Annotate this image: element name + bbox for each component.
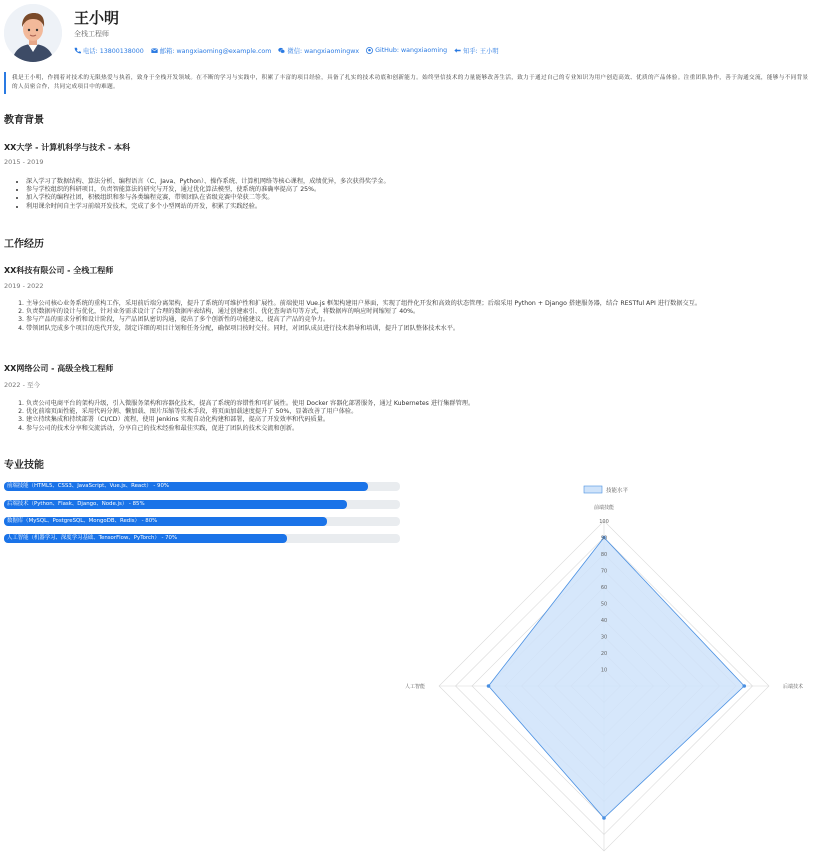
radar-data-point xyxy=(487,684,491,688)
job-period: 2022 - 至今 xyxy=(4,381,41,389)
list-item: • 加入学校的编程社团，积极组织和参与各类编程竞赛，带领团队在省级竞赛中荣获二等奖。 xyxy=(26,194,814,202)
skill-bar-track xyxy=(4,500,400,509)
contact-wechat[interactable] xyxy=(278,46,359,55)
radar-tick-label: 20 xyxy=(600,651,608,657)
avatar xyxy=(4,4,62,62)
radar-tick-label: 30 xyxy=(600,634,608,641)
profile-header xyxy=(4,4,818,62)
radar-legend-swatch xyxy=(584,486,602,493)
radar-data-point xyxy=(602,816,606,820)
radar-tick-label: 90 xyxy=(600,535,608,542)
skill-bar-track xyxy=(4,482,400,491)
zhihu-icon xyxy=(454,47,461,54)
contact-zhihu-text: 知乎: 王小明 xyxy=(463,48,499,55)
job-title: XX网络公司 - 高级全栈工程师 xyxy=(4,364,114,373)
contact-wechat-text: 微信: wangxiaomingwx xyxy=(287,48,360,55)
contact-phone-text: 电话: 13800138000 xyxy=(83,48,144,55)
radar-legend-label: 技能水平 xyxy=(606,488,629,494)
job-title: XX科技有限公司 - 全栈工程师 xyxy=(4,266,114,275)
contact-github[interactable] xyxy=(366,46,447,55)
contact-email[interactable] xyxy=(151,46,272,55)
radar-tick-label: 60 xyxy=(600,585,608,591)
job-list xyxy=(4,400,814,433)
list-item: • 深入学习了数据结构、算法分析、编程语言（C、Java、Python）、操作系统、计算机网络等核心课程，成绩优异，多次获得奖学金。 xyxy=(26,178,814,186)
list-item: 4. 带领团队完成多个项目的迭代开发，制定详细的项目计划和任务分配，确保项目按时交付。同时，对团队成员进行技术指导和培训，提升了团队整体技术水平。 xyxy=(26,325,814,333)
section-title-experience: 工作经历 xyxy=(4,239,44,250)
job-list xyxy=(4,300,814,333)
avatar-illustration xyxy=(4,4,62,62)
radar-tick-label: 80 xyxy=(600,552,608,558)
contact-phone[interactable] xyxy=(74,46,144,55)
education-school: XX大学 - 计算机科学与技术 - 本科 xyxy=(4,143,131,152)
education-period: 2015 - 2019 xyxy=(4,158,44,166)
radar-axis-label: 后端技术 xyxy=(783,684,804,690)
radar-axis-label: 人工智能 xyxy=(404,684,425,690)
skill-radar-chart xyxy=(404,480,818,856)
contact-list xyxy=(74,46,499,55)
list-item: • 参与学校组织的科研项目，负责智能算法的研究与开发，通过优化算法模型，使系统的准确率提高了 25%。 xyxy=(26,186,814,194)
list-item: 3. 参与产品的需求分析和设计阶段，与产品团队密切沟通，提出了多个创新性的功能建议，提高了产品的竞争力。 xyxy=(26,316,814,324)
section-title-education: 教育背景 xyxy=(4,115,44,126)
skill-bar-track xyxy=(4,517,400,526)
list-item: 2. 优化前端页面性能，采用代码分割、懒加载、图片压缩等技术手段，将页面加载速度提升了 50%，显著改善了用户体验。 xyxy=(26,408,814,416)
radar-tick-label: 100 xyxy=(599,519,609,525)
profile-title: 全栈工程师 xyxy=(74,30,109,38)
radar-tick-label: 40 xyxy=(600,618,608,624)
radar-tick-label: 50 xyxy=(600,601,608,608)
list-item: • 利用课余时间自主学习前端开发技术，完成了多个小型网站的开发，积累了实践经验。 xyxy=(26,203,814,211)
skill-bar-fill: 前端技能（HTML5、CSS3、JavaScript、Vue.js、React） - 90% xyxy=(4,482,368,491)
list-item: 4. 参与公司的技术分享和交流活动，分享自己的技术经验和最佳实践，促进了团队的技术交流和创新。 xyxy=(26,425,814,433)
profile-summary: 我是王小明，作拥着对技术的无限热爱与执着，致身于全栈开发领域。在不断的学习与实践中，积累了丰富的项目经验，具备了扎实的技术功底和创新能力。始终坚信技术的力量能够改善生活，致力于通过自己的专业知识为用户创造高效、优质的产品体验。注重团队协作，善于沟通交流，能够与不同背景的人员密合作，共同完成项目中的难题。 xyxy=(4,72,816,94)
radar-data-area xyxy=(489,535,745,819)
radar-tick-label: 10 xyxy=(600,667,608,674)
contact-github-text: GitHub: wangxiaoming xyxy=(375,47,448,54)
list-item: 1. 负责公司电商平台的架构升级，引入微服务架构和容器化技术，提高了系统的容错性和可扩展性。使用 Docker 容器化部署服务，通过 Kubernetes 进行集群管理。 xyxy=(26,400,814,408)
github-icon xyxy=(366,47,373,54)
radar-data-point xyxy=(742,684,746,688)
skill-bar-fill: 后端技术（Python、Flask、Django、Node.js） - 85% xyxy=(4,500,347,509)
skill-bar-fill: 数据库（MySQL、PostgreSQL、MongoDB、Redis） - 80% xyxy=(4,517,327,526)
section-title-skills: 专业技能 xyxy=(4,460,44,471)
list-item: 2. 负责数据库的设计与优化，针对业务需求设计了合理的数据库表结构，通过创建索引、优化查询语句等方式，将数据库的响应时间缩短了 40%。 xyxy=(26,308,814,316)
radar-axis-label: 前端技能 xyxy=(593,505,615,511)
list-item: 3. 建立持续集成和持续部署（CI/CD）流程，使用 Jenkins 实现自动化构建和部署，提高了开发效率和代码质量。 xyxy=(26,416,814,424)
skill-bar-fill: 人工智能（机器学习、深度学习基础、TensorFlow、PyTorch） - 70% xyxy=(4,534,287,543)
contact-zhihu[interactable] xyxy=(454,46,499,55)
education-list xyxy=(4,178,814,211)
job-period: 2019 - 2022 xyxy=(4,282,44,290)
radar-svg xyxy=(404,480,818,856)
list-item: 1. 主导公司核心业务系统的重构工作，采用前后端分离架构，提升了系统的可维护性和扩展性。前端使用 Vue.js 框架构建用户界面，实现了组件化开发和高效的状态管理；后端采用 Python + Django 搭建服务器，结合 RESTful API 进行数据交互。 xyxy=(26,300,814,308)
skill-bar-track xyxy=(4,534,400,543)
radar-tick-label: 70 xyxy=(600,568,608,575)
wechat-icon xyxy=(278,47,285,54)
profile-name: 王小明 xyxy=(74,9,120,27)
mail-icon xyxy=(151,47,158,54)
contact-email-text: 邮箱: wangxiaoming@example.com xyxy=(159,48,272,55)
phone-icon xyxy=(74,47,81,54)
